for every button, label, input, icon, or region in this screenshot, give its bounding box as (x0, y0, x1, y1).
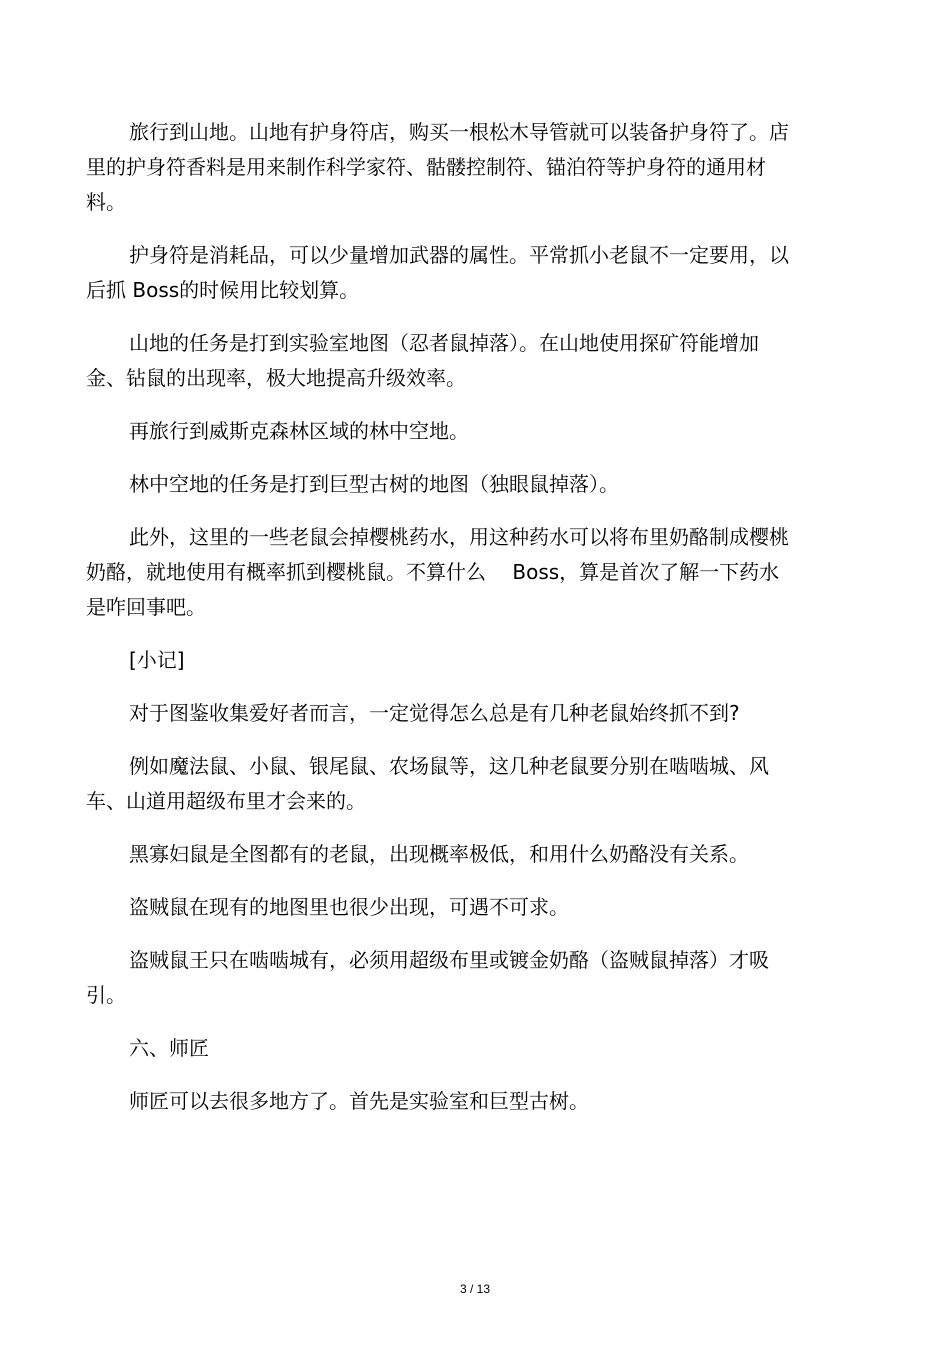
paragraph: 此外，这里的一些老鼠会掉樱桃药水，用这种药水可以将布里奶酪制成樱桃奶酪，就地使用有概率抓到樱桃鼠。不算什么 Boss，算是首次了解一下药水是咋回事吧。 (86, 525, 789, 619)
paragraph: 对于图鉴收集爱好者而言，一定觉得怎么总是有几种老鼠始终抓不到? (129, 701, 740, 725)
paragraph: 旅行到山地。山地有护身符店，购买一根松木导管就可以装备护身符了。店里的护身符香料是用来制作科学家符、骷髅控制符、锚泊符等护身符的通用材料。 (86, 120, 789, 214)
paragraph: 护身符是消耗品，可以少量增加武器的属性。平常抓小老鼠不一定要用，以后抓 Boss的时候用比较划算。 (86, 243, 789, 302)
paragraph: 盗贼鼠在现有的地图里也很少出现，可遇不可求。 (129, 895, 569, 919)
paragraph: 林中空地的任务是打到巨型古树的地图（独眼鼠掉落）。 (129, 472, 619, 496)
paragraph: 山地的任务是打到实验室地图（忍者鼠掉落）。在山地使用探矿符能增加金、钻鼠的出现率，极大地提高升级效率。 (86, 331, 759, 390)
document-body (86, 115, 798, 1137)
section-note-heading: [小记] (129, 648, 185, 672)
page-number: 3 / 13 (459, 1282, 491, 1296)
paragraph: 黑寡妇鼠是全图都有的老鼠，出现概率极低，和用什么奶酪没有关系。 (129, 842, 749, 866)
paragraph: 师匠可以去很多地方了。首先是实验室和巨型古树。 (129, 1089, 589, 1113)
section-heading: 六、师匠 (129, 1036, 209, 1060)
paragraph: 盗贼鼠王只在啮啮城有，必须用超级布里或镀金奶酪（盗贼鼠掉落）才吸引。 (86, 948, 769, 1007)
paragraph: 再旅行到威斯克森林区域的林中空地。 (129, 419, 469, 443)
paragraph: 例如魔法鼠、小鼠、银尾鼠、农场鼠等，这几种老鼠要分别在啮啮城、风车、山道用超级布里才会来的。 (86, 754, 769, 813)
